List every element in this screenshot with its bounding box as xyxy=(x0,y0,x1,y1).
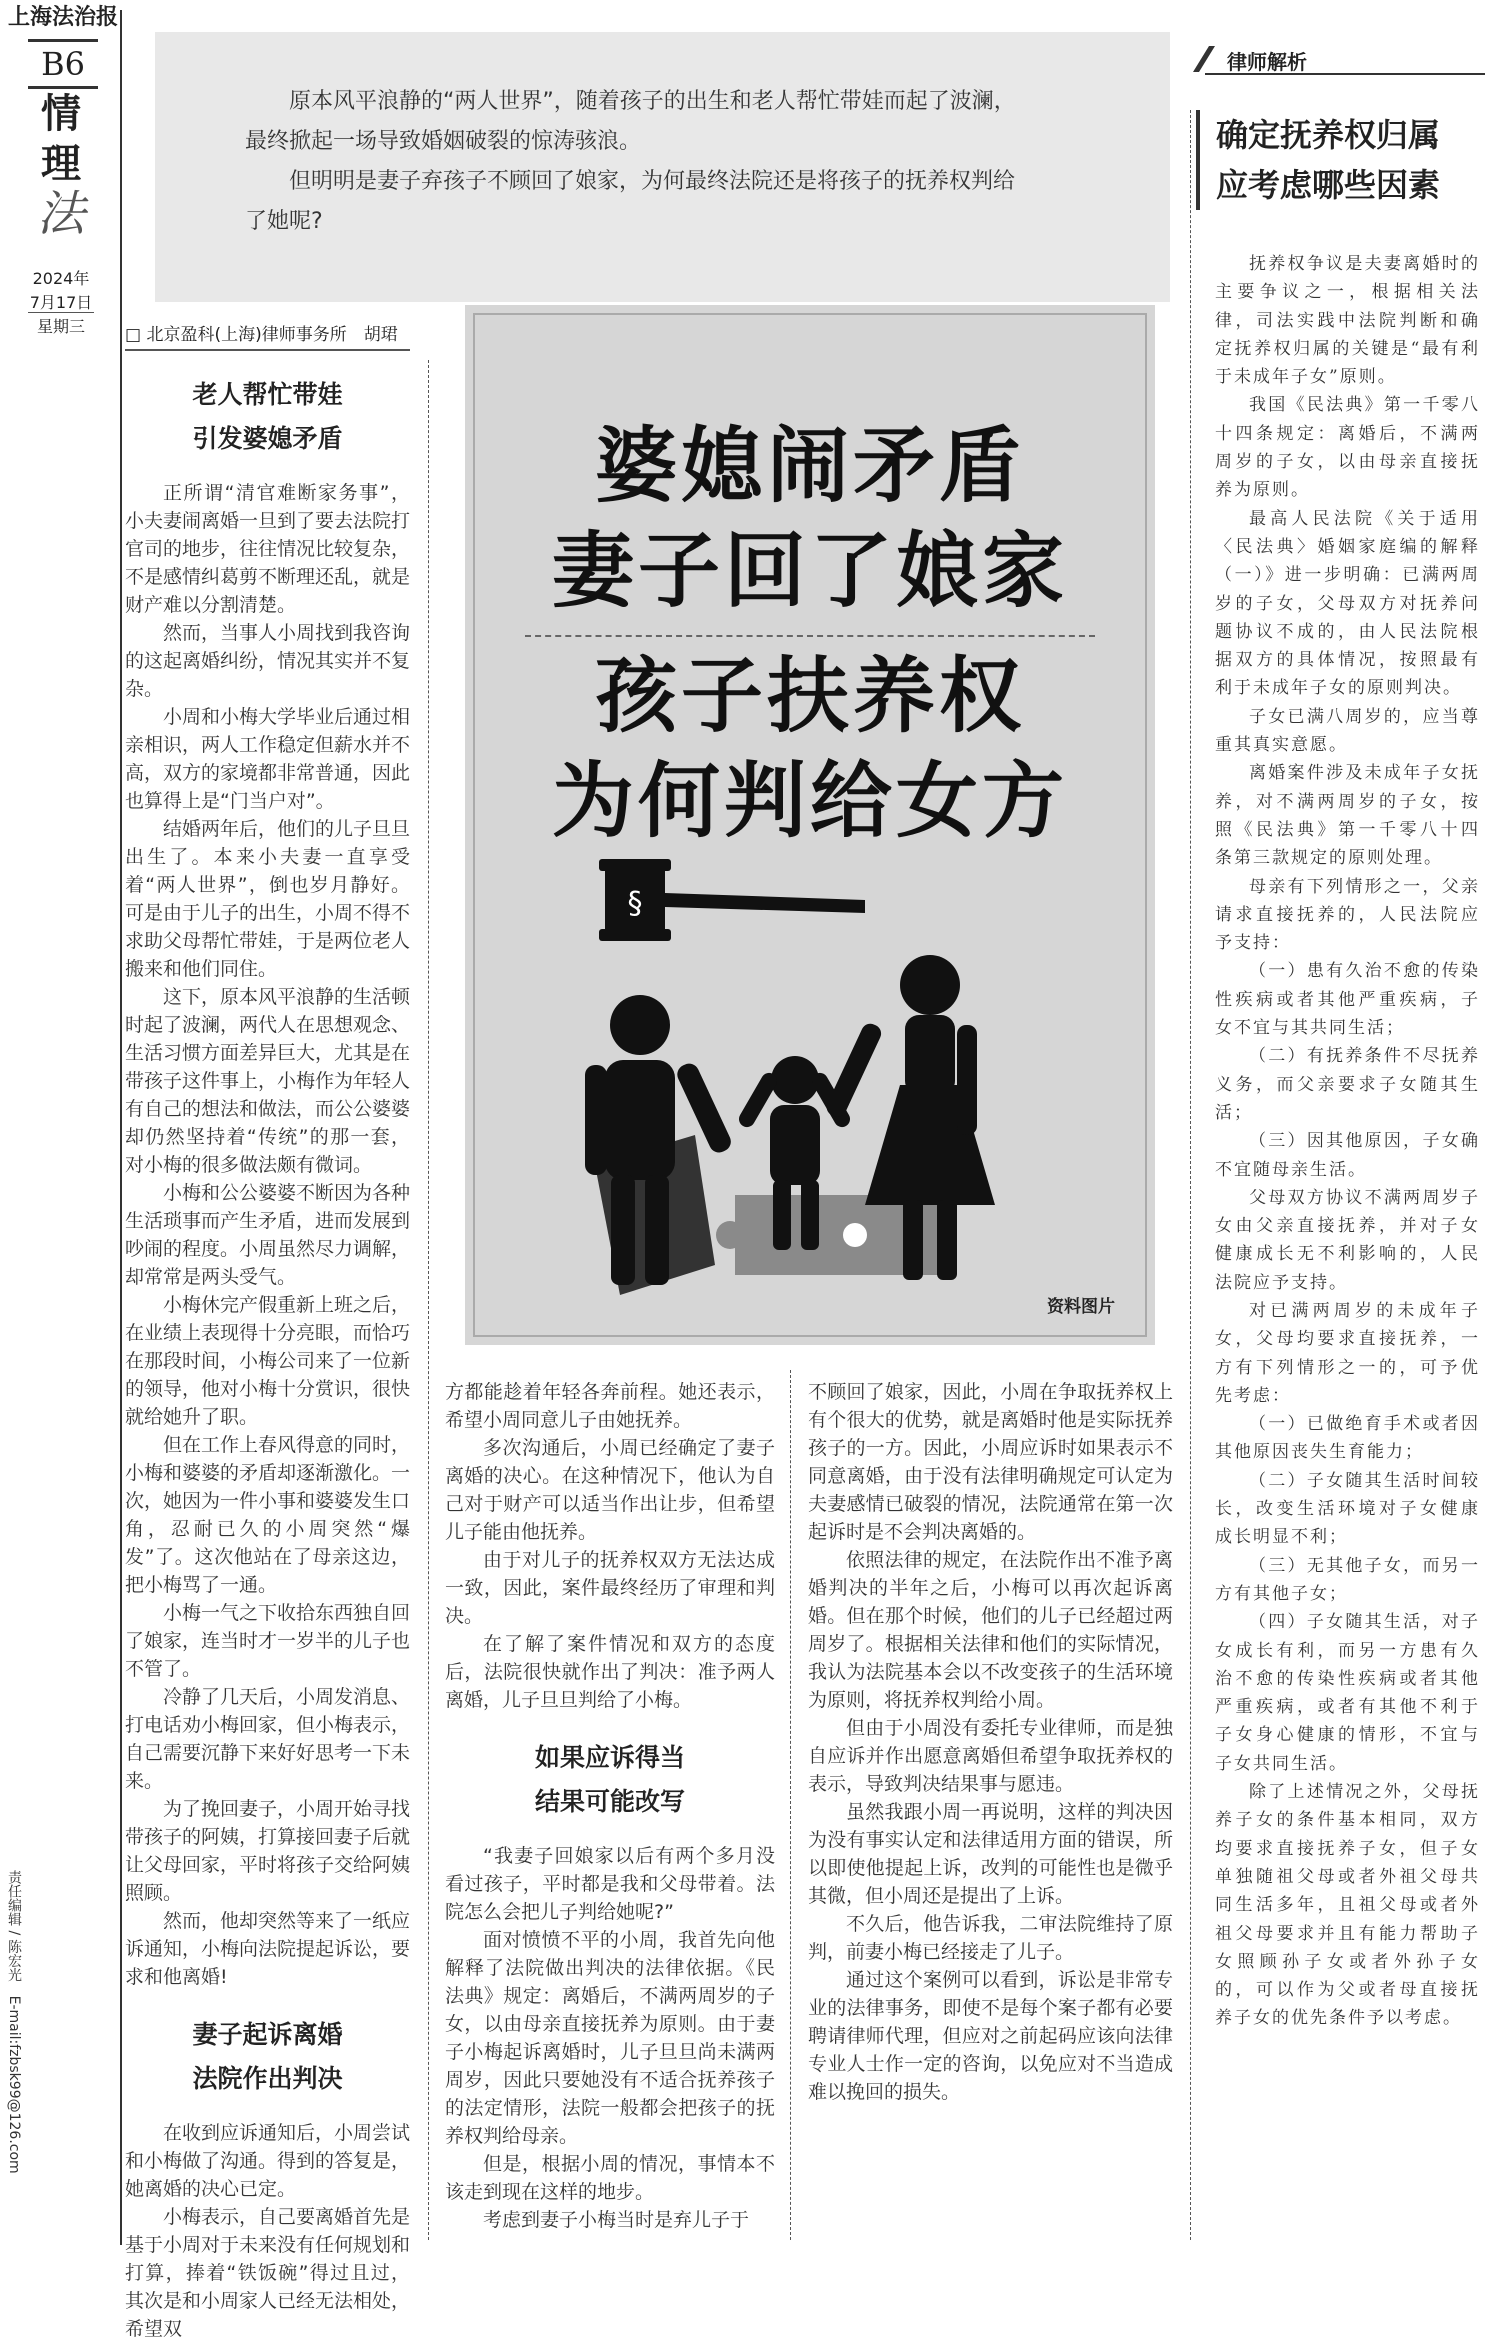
paragraph: 结婚两年后，他们的儿子旦旦出生了。本来小夫妻一直享受着“两人世界”，倒也岁月静好。可是由于儿子的出生，小周不得不求助父母帮忙带娃，于是两位老人搬来和他们同住。 xyxy=(125,818,411,980)
paragraph: 但由于小周没有委托专业律师，而是独自应诉并作出愿意离婚但希望争取抚养权的表示，导致判决结果事与愿违。 xyxy=(808,1717,1173,1795)
paper-name: 上海法治报 xyxy=(8,4,119,30)
sidebar-paragraph: （一）患有久治不愈的传染性疾病或者其他严重疾病，子女不宜与其共同生活； xyxy=(1215,961,1480,1039)
paragraph: “我妻子回娘家以后有两个多月没看过孩子，平时都是我和父母带着。法院怎么会把儿子判给她呢?” xyxy=(445,1845,775,1923)
paragraph: 不久后，他告诉我，二审法院维持了原判，前妻小梅已经接走了儿子。 xyxy=(808,1913,1173,1963)
sidebar-paragraph: 最高人民法院《关于适用〈民法典〉婚姻家庭编的解释（一）》进一步明确：已满两周岁的子女，父母双方对抚养问题协议不成的，由人民法院根据双方的具体情况，按照最有利于未成年子女的原则判决。 xyxy=(1215,508,1480,699)
paragraph: 考虑到妻子小梅当时是弃儿子于 xyxy=(483,2209,750,2231)
image-credit: 资料图片 xyxy=(1047,1297,1115,1317)
paragraph: 但是，根据小周的情况，事情本不该走到现在这样的地步。 xyxy=(445,2153,775,2203)
sidebar-paragraph: （四）子女随其生活，对子女成长有利，而另一方患有久治不愈的传染性疾病或者其他严重疾病，或者有其他不利于子女身心健康的情形，不宜与子女共同生活。 xyxy=(1215,1612,1480,1774)
sidebar-paragraph: 抚养权争议是夫妻离婚时的主要争议之一，根据相关法律，司法实践中法院判断和确定抚养权归属的关键是“最有利于未成年子女”原则。 xyxy=(1215,254,1480,388)
paragraph: 不顾回了娘家，因此，小周在争取抚养权上有个很大的优势，就是离婚时他是实际抚养孩子的一方。因此，小周应诉时如果表示不同意离婚，由于没有法律明确规定可认定为夫妻感情已破裂的情况，法院通常在第一次起诉时是不会判决离婚的。 xyxy=(808,1381,1173,1543)
sidebar-paragraph: 母亲有下列情形之一，父亲请求直接抚养的，人民法院应予支持： xyxy=(1215,876,1480,954)
paragraph: 这下，原本风平浪静的生活顿时起了波澜，两代人在思想观念、生活习惯方面差异巨大，尤其是在带孩子这件事上，小梅作为年轻人有自己的想法和做法，而公公婆婆却仍然坚持着“传统”的那一套，对小梅的很多做法颇有微词。 xyxy=(125,986,411,1176)
masthead-rule xyxy=(120,10,122,2245)
date-day: 7月17日 xyxy=(29,293,93,312)
editor-credit: 责任编辑 / 陈宏光 E-mail:fzbsk99@126.com xyxy=(6,1870,22,2174)
sidebar-tag-label: 律师解析 xyxy=(1227,50,1307,74)
paragraph: 虽然我跟小周一再说明，这样的判决因为没有事实认定和法律适用方面的错误，所以即使他提起上诉，改判的可能性也是微乎其微，但小周还是提出了上诉。 xyxy=(808,1801,1173,1907)
sidebar-paragraph: （三）无其他子女，而另一方有其他子女； xyxy=(1215,1555,1480,1604)
svg-text:§: § xyxy=(627,886,643,921)
father-figure xyxy=(585,995,734,1285)
column-rule xyxy=(790,1370,791,2240)
column-2 xyxy=(445,1378,775,2234)
paragraph: 面对愤愤不平的小周，我首先向他解释了法院做出判决的法律依据。《民法典》规定：离婚后，不满两周岁的子女，以由母亲直接抚养为原则。由于妻子小梅起诉离婚时，儿子旦旦尚未满两周岁，因此只要她没有不适合抚养孩子的法定情形，法院一般都会把孩子的抚养权判给母亲。 xyxy=(445,1929,775,2147)
headline-line: 孩子扶养权 xyxy=(594,648,1025,744)
paragraph: 小梅休完产假重新上班之后，在业绩上表现得十分亮眼，而恰巧在那段时间，小梅公司来了一位新的领导，他对小梅十分赏识，很快就给她升了职。 xyxy=(125,1294,411,1428)
gavel-icon xyxy=(599,859,865,941)
paragraph: 正所谓“清官难断家务事”，小夫妻闹离婚一旦到了要去法院打官司的地步，往往情况比较复杂，不是感情纠葛剪不断理还乱，就是财产难以分割清楚。 xyxy=(125,482,411,616)
paragraph: 方都能趁着年轻各奔前程。她还表示，希望小周同意儿子由她抚养。 xyxy=(445,1381,775,1431)
lead-paragraph: 但明明是妻子弃孩子不顾回了娘家，为何最终法院还是将孩子的抚养权判给了她呢? xyxy=(245,169,1016,234)
section-char-2: 理 xyxy=(41,140,81,187)
page-number: B6 xyxy=(28,39,98,89)
paragraph: 小周和小梅大学毕业后通过相亲相识，两人工作稳定但薪水并不高，双方的家境都非常普通，因此也算得上是“门当户对”。 xyxy=(125,706,411,812)
paragraph: 在了解了案件情况和双方的态度后，法院很快就作出了判决：准予两人离婚，儿子旦旦判给了小梅。 xyxy=(445,1633,775,1711)
date-year: 2024年 xyxy=(32,269,90,288)
subhead: 老人帮忙带娃 引发婆媳矛盾 xyxy=(192,380,343,453)
headline-line: 为何判给女方 xyxy=(551,753,1068,849)
subhead: 妻子起诉离婚 法院作出判决 xyxy=(192,2020,343,2093)
sidebar-paragraph: 父母双方协议不满两周岁子女由父亲直接抚养，并对子女健康成长无不利影响的，人民法院应予支持。 xyxy=(1215,1187,1480,1293)
masthead xyxy=(8,0,126,420)
weekday: 星期三 xyxy=(36,317,85,336)
column-rule xyxy=(1190,110,1191,2240)
column-3 xyxy=(808,1378,1173,2106)
sidebar-paragraph: （二）子女随其生活时间较长，改变生活环境对子女健康成长明显不利； xyxy=(1215,1470,1480,1548)
family-illustration xyxy=(525,855,1105,1305)
sidebar-paragraph: 对已满两周岁的未成年子女，父母均要求直接抚养，一方有下列情形之一的，可予优先考虑： xyxy=(1215,1300,1480,1406)
paragraph: 然而，他却突然等来了一纸应诉通知，小梅向法院提起诉讼，要求和他离婚! xyxy=(125,1910,411,1988)
sidebar-tag xyxy=(1185,40,1485,80)
section-char-1: 情 xyxy=(41,90,81,137)
paragraph: 小梅一气之下收拾东西独自回了娘家，连当时才一岁半的儿子也不管了。 xyxy=(125,1602,411,1680)
sidebar-body xyxy=(1215,250,1480,2033)
paragraph: 多次沟通后，小周已经确定了妻子离婚的决心。在这种情况下，他认为自己对于财产可以适当作出让步，但希望儿子能由他抚养。 xyxy=(445,1437,775,1543)
sidebar-title: 确定抚养权归属 应考虑哪些因素 xyxy=(1196,110,1500,210)
paragraph: 冷静了几天后，小周发消息、打电话劝小梅回家，但小梅表示，自己需要沉静下来好好思考一下未来。 xyxy=(125,1686,411,1792)
paragraph: 但在工作上春风得意的同时，小梅和婆婆的矛盾却逐渐激化。一次，她因为一件小事和婆婆发生口角，忍耐已久的小周突然“爆发”了。这次他站在了母亲这边，把小梅骂了一通。 xyxy=(125,1434,411,1596)
sidebar-paragraph: 离婚案件涉及未成年子女抚养，对不满两周岁的子女，按照《民法典》第一千零八十四条第三款规定的原则处理。 xyxy=(1215,763,1480,869)
paragraph: 小梅表示，自己要离婚首先是基于小周对于未来没有任何规划和打算，捧着“铁饭碗”得过且过，其次是和小周家人已经无法相处，希望双 xyxy=(125,2206,411,2340)
headline-figure xyxy=(465,305,1155,1345)
sidebar-paragraph: 除了上述情况之外，父母抚养子女的条件基本相同，双方均要求直接抚养子女，但子女单独随祖父母或者外祖父母共同生活多年，且祖父母或者外祖父母要求并且有能力帮助子女照顾孙子女或者外孙子女的，可以作为父或者母直接抚养子女的优先条件予以考虑。 xyxy=(1215,1782,1480,2029)
paragraph: 然而，当事人小周找到我咨询的这起离婚纠纷，情况其实并不复杂。 xyxy=(125,622,411,700)
headline-line: 妻子回了娘家 xyxy=(551,523,1068,619)
paragraph: 小梅和公公婆婆不断因为各种生活琐事而产生矛盾，进而发展到吵闹的程度。小周虽然尽力调解，却常常是两头受气。 xyxy=(125,1182,411,1288)
headline-line: 婆媳闹矛盾 xyxy=(594,418,1025,514)
paragraph: 依照法律的规定，在法院作出不准予离婚判决的半年之后，小梅可以再次起诉离婚。但在那个时候，他们的儿子已经超过两周岁了。根据相关法律和他们的实际情况，我认为法院基本会以不改变孩子的生活环境为原则，将抚养权判给小周。 xyxy=(808,1549,1173,1711)
lead-paragraph: 原本风平浪静的“两人世界”，随着孩子的出生和老人帮忙带娃而起了波澜，最终掀起一场导致婚姻破裂的惊涛骇浪。 xyxy=(245,89,1016,154)
column-rule xyxy=(428,360,429,2240)
paragraph: 由于对儿子的抚养权双方无法达成一致，因此，案件最终经历了审理和判决。 xyxy=(445,1549,775,1627)
paragraph: 为了挽回妻子，小周开始寻找带孩子的阿姨，打算接回妻子后就让父母回家，平时将孩子交给阿姨照顾。 xyxy=(125,1798,411,1904)
column-1 xyxy=(125,365,410,2343)
sidebar-paragraph: （一）已做绝育手术或者因其他原因丧失生育能力； xyxy=(1215,1414,1480,1463)
sidebar-paragraph: （三）因其他原因，子女确不宜随母亲生活。 xyxy=(1215,1131,1480,1180)
subhead: 如果应诉得当 结果可能改写 xyxy=(534,1743,685,1816)
paragraph: 在收到应诉通知后，小周尝试和小梅做了沟通。得到的答复是，她离婚的决心已定。 xyxy=(125,2122,411,2200)
sidebar-paragraph: 子女已满八周岁的，应当尊重其真实意愿。 xyxy=(1215,706,1480,756)
lead-box xyxy=(155,32,1170,302)
sidebar-paragraph: 我国《民法典》第一千零八十四条规定：离婚后，不满两周岁的子女，以由母亲直接抚养为原则。 xyxy=(1215,395,1480,501)
section-char-3: 法 xyxy=(36,186,85,242)
paragraph: 通过这个案例可以看到，诉讼是非常专业的法律事务，即使不是每个案子都有必要聘请律师代理，但应对之前起码应该向法律专业人士作一定的咨询，以免应对不当造成难以挽回的损失。 xyxy=(808,1969,1173,2103)
byline: □ 北京盈科(上海)律师事务所 胡珺 xyxy=(125,320,410,351)
sidebar-paragraph: （二）有抚养条件不尽抚养义务，而父亲要求子女随其生活； xyxy=(1215,1046,1480,1123)
